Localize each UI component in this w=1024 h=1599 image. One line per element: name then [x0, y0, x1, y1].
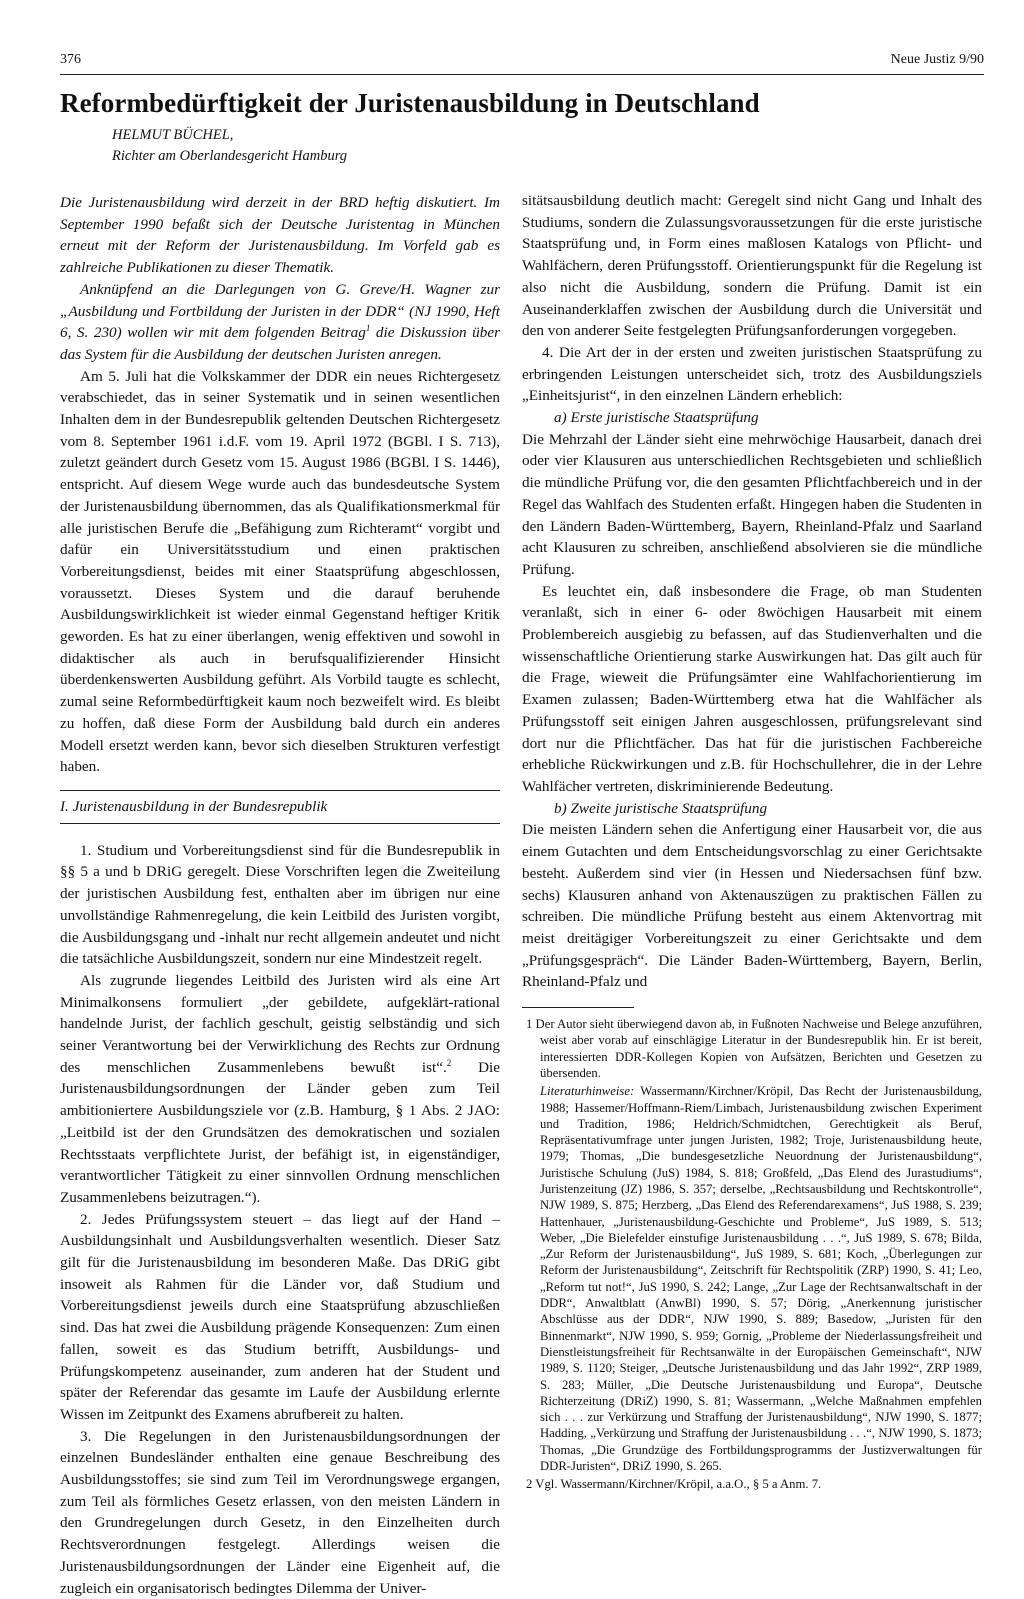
running-header: [60, 52, 984, 75]
left-column: [60, 192, 500, 1599]
section-heading: I. Juristenausbildung in der Bundesrepublik: [60, 790, 500, 824]
footnote-divider: [522, 1007, 634, 1008]
page-number: 376: [60, 52, 81, 67]
body-text: Die Juristenausbildungsordnungen der Länder geben zum Teil ambitioniertere Ausbildungsziele vor (z.B. Hamburg, § 1 Abs. 2 JAO: „Leitbild ist der den Grundsätzen des demokratischen und sozialen Rechtsstaats verpflichtete Jurist, der befähigt ist, in eigenständiger, verantwortlicher Tätigkeit zu einer sinnvollen Ordnung menschlichen Zusammenlebens beizutragen.“).: [60, 1058, 500, 1206]
intro-paragraph: Die Juristenausbildung wird derzeit in der BRD heftig diskutiert. Im September 1990 befaßt sich der Deutsche Juristentag in München erneut mit der Reform der Juristenausbildung. Im Vorfeld gab es zahlreiche Publikationen zu dieser Thematik.: [60, 194, 500, 277]
footnote-2: [522, 1476, 982, 1492]
intro-text: die Diskussion über das System für die Ausbildung der deutschen Juristen anregen.: [60, 324, 500, 363]
intro-abstract: [60, 192, 500, 366]
literature-label: Literaturhinweise:: [540, 1084, 635, 1099]
subheading: a) Erste juristische Staatsprüfung: [554, 409, 759, 427]
footnote-1: [522, 1016, 982, 1081]
intro-paragraph: [60, 279, 500, 366]
footnote-mark: 2: [446, 1057, 452, 1068]
body-paragraph: 4. Die Art der in der ersten und zweiten juristischen Staatsprüfung zu erbringenden Leistungen unterscheidet sich, trotz des Ausbildungsziels „Einheitsjurist“, in den einzelnen Ländern erheblich:: [522, 343, 982, 405]
body-paragraph: [60, 970, 500, 1209]
article-title: Reformbedürftigkeit der Juristenausbildung in Deutschland: [60, 88, 760, 118]
body-paragraph: Am 5. Juli hat die Volkskammer der DDR ein neues Richtergesetz verabschiedet, das in seiner Systematik und in seinen wesentlichen Inhalten dem in der Bundesrepublik geltenden Deutschen Richtergesetz vom 8. September 1961 i.d.F. vom 19. April 1972 (BGBl. I S. 713), zuletzt geändert durch Gesetz vom 15. August 1986 (BGBl. I S. 1446), entspricht. Auf diesem Wege wurde auch das bundesdeutsche System der Juristenausbildung übernommen, das als Qualifikationsmerkmal für alle juristischen Berufe die „Befähigung zum Richteramt“ vorgibt und dafür ein Universitätsstudium und einen praktischen Vorbereitungsdienst, beides mit einer Staatsprüfung abgeschlossen, voraussetzt. Dieses System und die darauf beruhende Ausbildungswirklichkeit ist wieder einmal Gegenstand heftiger Kritik geworden. Es hat zu einer überlangen, wenig effektiven und sowohl in didaktischer als auch in berufsqualifizierender Hinsicht überdenkenswerten Ausbildung geführt. Als Vorbild taugte es schlecht, zumal seine Reformbedürftigkeit kaum noch bezweifelt wird. Es bleibt zu hoffen, daß diese Form der Ausbildung bald durch ein anderes Modell ersetzt werden kann, bevor sich dieselben Strukturen verfestigt haben.: [60, 367, 500, 776]
footnote-number: 2: [526, 1477, 533, 1492]
author-role: Richter am Oberlandesgericht Hamburg: [112, 148, 348, 164]
intro-text: Anknüpfend an die Darlegungen von G. Greve/H. Wagner zur „Ausbildung und Fortbildung der Juristen in der DDR“ (NJ 1990, Heft 6, S. 230) wollen wir mit dem folgenden Beitrag: [60, 280, 500, 342]
body-paragraph: Es leuchtet ein, daß insbesondere die Frage, ob man Studenten veranlaßt, sich in einer 6- oder 8wöchigen Hausarbeit mit einem Problembereich ausgiebig zu befassen, auf das Studienverhalten und die wissenschaftliche Orientierung starke Auswirkungen hat. Das gilt auch für die Frage, wieweit die Prüfungsämter eine Wahlfachorientierung im Examen zulassen; Baden-Württemberg etwa hat die Wahlfächer als Prüfungsstoff seit einigen Jahren ausgeschlossen, prüfungsrelevant sind dort nur die Pflichtfächer. Das hat für die juristischen Fachbereiche erhebliche Rückwirkungen und z.B. für Hochschullehrer, die in der Lehre Wahlfächer vertreten, diskriminierende Bedeutung.: [522, 582, 982, 795]
body-paragraph: 1. Studium und Vorbereitungsdienst sind für die Bundesrepublik in §§ 5 a und b DRiG geregelt. Diese Vorschriften legen die Zweiteilung der juristischen Ausbildung fest, enthalten aber im übrigen nur eine unvollständige Rahmenregelung, die kein Leitbild des Juristen vorgibt, die Ausbildungsgang und -inhalt nur recht allgemein andeutet und nicht die tatsächliche Ausbildungszeit, sondern nur eine Mindestzeit regelt.: [60, 841, 500, 968]
journal-issue: Neue Justiz 9/90: [890, 52, 984, 67]
footnote-number: 1: [526, 1017, 533, 1032]
body-paragraph: Die Mehrzahl der Länder sieht eine mehrwöchige Hausarbeit, danach drei oder vier Klausuren aus unterschiedlichen Rechtsgebieten und schließlich die mündliche Prüfung vor, die den gesamten Pflichtfachbereich und in der Regel das Wahlfach des Studenten erfaßt. Hingegen haben die Studenten in den Ländern Baden-Württemberg, Bayern, Rheinland-Pfalz und Saarland acht Klausuren zu schreiben, anschließend absolvieren sie die mündliche Prüfung.: [522, 430, 982, 578]
footnote-text: Vgl. Wassermann/Kirchner/Kröpil, a.a.O., § 5 a Anm. 7.: [535, 1477, 822, 1492]
author-block: [112, 125, 347, 167]
author-name: HELMUT BÜCHEL,: [112, 127, 234, 143]
footnote-mark: 1: [365, 323, 371, 334]
footnote-literature: [522, 1083, 982, 1474]
body-paragraph: 3. Die Regelungen in den Juristenausbildungsordnungen der einzelnen Bundesländer enthalten eine genaue Beschreibung des Ausbildungsstoffes; sie sind zum Teil im Verordnungswege ergangen, zum Teil als förmliches Gesetz erlassen, von den meisten Ländern in den Grundregelungen durch Gesetz, in den Einzelheiten durch Rechtsverordnungen festgelegt. Allerdings weisen die Juristenausbildungsordnungen der Länder eine Eigenheit auf, die zugleich ein organisatorisch bedingtes Dilemma der Univer-: [60, 1427, 500, 1597]
subheading: b) Zweite juristische Staatsprüfung: [554, 799, 768, 817]
body-paragraph: Die meisten Ländern sehen die Anfertigung einer Hausarbeit vor, die aus einem Gutachten und dem Entscheidungsvorschlag zu einer Gerichtsakte besteht. Außerdem sind vier (in Hessen und Niedersachsen fünf bzw. sechs) Klausuren anhand von Aktenauszügen zu praktischen Fällen zu schreiben. Die mündliche Prüfung besteht aus einem Aktenvortrag mit meist dreitägiger Vorbereitungszeit zu einer Gerichtsakte und dem „Prüfungsgespräch“. Die Länder Baden-Württemberg, Bayern, Berlin, Rheinland-Pfalz und: [522, 821, 982, 991]
literature-text: Wassermann/Kirchner/Kröpil, Das Recht der Juristenausbildung, 1988; Hassemer/Hoffmann-Riem/Limbach, Juristenausbildung zwischen Experiment und Tradition, 1986; Heldrich/Schmidtchen, Gerechtigkeit als Beruf, Repräsentativumfrage unter jungen Juristen, 1982; Troje, Juristenausbildung heute, 1979; Thomas, „Die bundesgesetzliche Neuordnung der Juristenausbildung“, Juristische Schulung (JuS) 1984, S. 818; Großfeld, „Das Elend des Jurastudiums“, Juristenzeitung (JZ) 1986, S. 357; derselbe, „Rechtsausbildung und Rechtskontrolle“, NJW 1989, S. 875; Herzberg, „Das Elend des Referendarexamens“, JuS 1988, S. 239; Hattenhauer, „Juristenausbildung-Geschichte und Probleme“, JuS 1989, S. 513; Weber, „Die Bielefelder einstufige Juristenausbildung . . .“, JuS 1989, S. 678; Bilda, „Zur Reform der Juristenausbildung“, JuS 1989, S. 681; Koch, „Überlegungen zur Reform der Juristenausbildung“, Zeitschrift für Rechtspolitik (ZRP) 1990, S. 41; Leo, „Reform tut not!“, JuS 1990, S. 242; Lange, „Zur Lage der Rechtsanwaltschaft in der DDR“, Anwaltblatt (AnwBl) 1990, S. 57; Dörig, „Anerkennung juristischer Abschlüsse aus der DDR“, NJW 1990, S. 889; Basedow, „Juristen für den Binnenmarkt“, NJW 1990, S. 959; Gornig, „Probleme der Niederlassungsfreiheit und Dienstleistungsfreiheit für Rechtsanwälte in der Europäischen Gemeinschaft“, NJW 1989, S. 1120; Steiger, „Deutsche Juristenausbildung und das Jahr 1992“, ZRP 1989, S. 283; Müller, „Die Deutsche Juristenausbildung und Europa“, Deutsche Richterzeitung (DRiZ) 1990, S. 81; Wassermann, „Welche Maßnahmen empfehlen sich . . . zur Verkürzung und Straffung der Juristenausbildung“, NJW 1990, S. 1877; Hadding, „Verkürzung und Straffung der Juristenausbildung . . .“, NJW 1990, S. 1873; Thomas, „Die Grundzüge des Fortbildungsprogramms der Justizverwaltungen für DDR-Juristen“, DRiZ 1990, S. 265.: [540, 1084, 982, 1474]
footnotes: [522, 1016, 982, 1493]
body-text: Als zugrunde liegendes Leitbild des Juristen wird als eine Art Minimalkonsens formuliert „der gebildete, aufgeklärt-rational handelnde Jurist, der fachlich geschult, geistig selbständig und sich seiner Verantwortung bei der Verwirklichung des Rechts zur Ordnung des menschlichen Zusammenlebens bewußt ist“.: [60, 971, 500, 1076]
footnote-text: Der Autor sieht überwiegend davon ab, in Fußnoten Nachweise und Belege anzuführen, weist aber vorab auf einschlägige Literatur in der Bundesrepublik hin. Er ist bereit, interessierten DDR-Kollegen Kopien von Aufsätzen, Berichten und Gesetzen zu übersenden.: [535, 1017, 983, 1080]
right-column: [522, 190, 982, 1495]
body-paragraph: sitätsausbildung deutlich macht: Geregelt sind nicht Gang und Inhalt des Studiums, sondern die Zulassungsvoraussetzungen für die erste juristische Staatsprüfung und, in Form eines maßlosen Katalogs von Pflicht- und Wahlfächern, deren Prüfungsstoff. Orientierungspunkt für die Regelung ist also nicht die Ausbildung, sondern die Prüfung. Damit ist ein Auseinanderklaffen zwischen der Ausbildung durch die Universität und den von anderer Seite festgelegten Prüfungsanforderungen vorgegeben.: [522, 192, 982, 340]
body-paragraph: 2. Jedes Prüfungssystem steuert – das liegt auf der Hand – Ausbildungsinhalt und Ausbildungsverhalten wesentlich. Dieser Satz gilt für die Juristenausbildung im besonderen Maße. Das DRiG gibt insoweit als Rahmen für die Länder vor, daß Studium und Vorbereitungsdienst jeweils durch eine Staatsprüfung abzuschließen sind. Das hat zwei die Ausbildung prägende Konsequenzen: Zum einen fallen, soweit es das Studium betrifft, Ausbildungs- und Prüfungskompetenz auseinander, zum anderen hat der Student und später der Referendar das gesamte im Laufe der Ausbildung erlernte Wissen im Zeitpunkt des Examens abrufbereit zu halten.: [60, 1210, 500, 1423]
